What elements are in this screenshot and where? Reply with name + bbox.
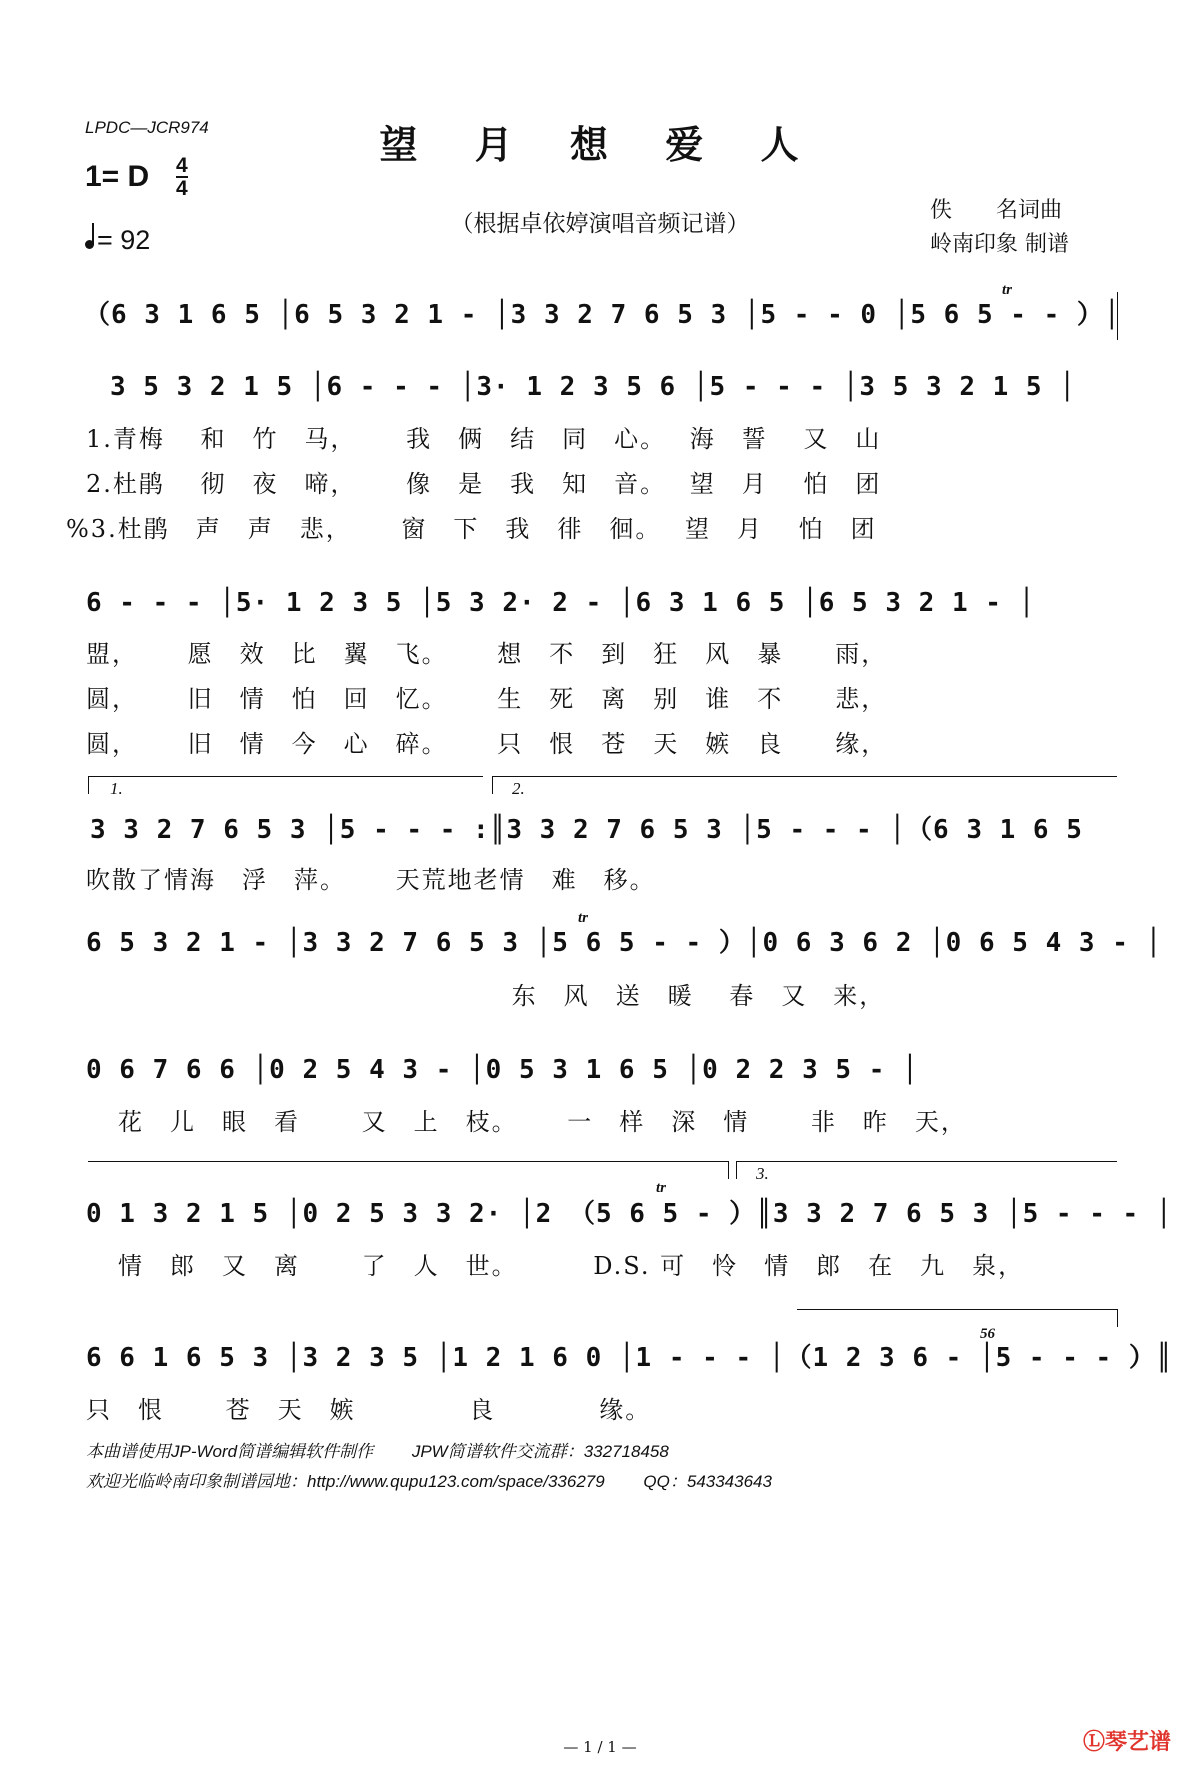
lyric-line-8: 只 恨 苍 天 嫉 良 缘。 <box>86 1396 652 1424</box>
lyric-line-4: 吹散了情海 浮 萍。 天荒地老情 难 移。 <box>86 866 656 894</box>
ending-bracket <box>88 1161 728 1162</box>
page-number: — 1 / 1 — <box>563 1738 637 1756</box>
end-bar <box>1117 292 1118 340</box>
volta-bracket-2 <box>492 776 1117 777</box>
arranger-credit: 岭南印象 制谱 <box>930 232 1069 257</box>
lyric-line-6: 花 儿 眼 看 又 上 枝。 一 样 深 情 非 昨 天， <box>118 1108 967 1136</box>
logo-icon: Ⓛ <box>1083 1729 1106 1754</box>
ending-bracket-end <box>728 1161 729 1179</box>
staff-line-6: 0 6 7 6 6 │0 2 5 4 3 - │0 5 3 1 6 5 │0 2 2 3 5 - │ <box>86 1055 919 1085</box>
volta-label-3: 3. <box>756 1164 769 1183</box>
trill-mark-1: tr <box>1002 282 1013 298</box>
trill-mark-3: tr <box>656 1180 667 1196</box>
tempo-value: = 92 <box>97 225 151 255</box>
volta-bracket-2-end <box>492 776 493 794</box>
lyric-line-7: 情 郎 又 离 了 人 世。 D.S. 可 怜 情 郎 在 九 泉， <box>118 1252 1025 1280</box>
staff-line-3: 6 - - - │5· 1 2 3 5 │5 3 2· 2 - │6 3 1 6 5 │6 5 3 2 1 - │ <box>86 588 1036 618</box>
staff-line-5: 6 5 3 2 1 - │3 3 2 7 6 5 3 │5 6 5 - - ）│0 6 3 6 2 │0 6 5 4 3 - │ <box>86 928 1163 958</box>
volta-bracket-3 <box>736 1161 1117 1162</box>
footer-software: 本曲谱使用JP-Word简谱编辑软件制作 JPW简谱软件交流群：332718458 <box>86 1442 669 1461</box>
lyric-line-5: 东 风 送 暖 春 又 来， <box>86 982 886 1010</box>
page-title: 望 月 想 爱 人 <box>379 122 821 167</box>
time-signature-bottom: 4 <box>176 177 188 200</box>
logo-text: 琴艺谱 <box>1105 1729 1172 1754</box>
composer-credit: 佚 名词曲 <box>930 198 1063 223</box>
staff-line-8: 6 6 1 6 5 3 │3 2 3 5 │1 2 1 6 0 │1 - - - │（1 2 3 6 - │5 - - - ）║ <box>86 1343 1173 1373</box>
time-signature <box>176 155 188 199</box>
volta-bracket-1 <box>88 776 483 777</box>
score-code: LPDC—JCR974 <box>85 118 209 137</box>
key-signature: 1= D <box>85 160 150 193</box>
time-signature-top: 4 <box>176 154 188 177</box>
lyric-verse-1b: 盟， 愿 效 比 翼 飞。 想 不 到 狂 风 暴 雨， <box>86 640 888 668</box>
volta-bracket-1-end <box>88 776 89 794</box>
quarter-note-icon <box>85 240 94 249</box>
staff-line-1: （6 3 1 6 5 │6 5 3 2 1 - │3 3 2 7 6 5 3 │5 - - 0 │5 6 5 - - ）│ <box>84 300 1121 330</box>
subtitle: （根据卓依婷演唱音频记谱） <box>450 211 750 237</box>
footer-website: 欢迎光临岭南印象制谱园地：http://www.qupu123.com/space/336279 QQ：543343643 <box>86 1472 772 1491</box>
volta-bracket-3-end <box>736 1161 737 1179</box>
staff-line-4: 3 3 2 7 6 5 3 │5 - - - :║3 3 2 7 6 5 3 │5 - - - │（6 3 1 6 5 <box>90 815 1083 845</box>
staff-line-2: 3 5 3 2 1 5 │6 - - - │3· 1 2 3 5 6 │5 - - - │3 5 3 2 1 5 │ <box>110 372 1076 402</box>
volta-label-2: 2. <box>512 779 525 798</box>
coda-bracket-end <box>1117 1309 1118 1327</box>
grace-notes: 56 <box>980 1326 995 1342</box>
volta-label-1: 1. <box>110 779 123 798</box>
staff-line-7: 0 1 3 2 1 5 │0 2 5 3 3 2· │2 （5 6 5 - ）║3 3 2 7 6 5 3 │5 - - - │ <box>86 1199 1173 1229</box>
trill-mark-2: tr <box>578 910 589 926</box>
coda-bracket <box>797 1309 1117 1310</box>
lyric-verse-1: 1.青梅 和 竹 马， 我 俩 结 同 心。 海 誓 又 山 <box>86 425 882 453</box>
lyric-verse-2: 2.杜鹃 彻 夜 啼， 像 是 我 知 音。 望 月 怕 团 <box>86 470 882 498</box>
lyric-verse-3b: 圆， 旧 情 今 心 碎。 只 恨 苍 天 嫉 良 缘， <box>86 730 888 758</box>
lyric-verse-2b: 圆， 旧 情 怕 回 忆。 生 死 离 别 谁 不 悲， <box>86 685 888 713</box>
brand-logo <box>1083 1725 1171 1756</box>
lyric-verse-3: %3.杜鹃 声 声 悲， 窗 下 我 徘 徊。 望 月 怕 团 <box>66 515 877 543</box>
